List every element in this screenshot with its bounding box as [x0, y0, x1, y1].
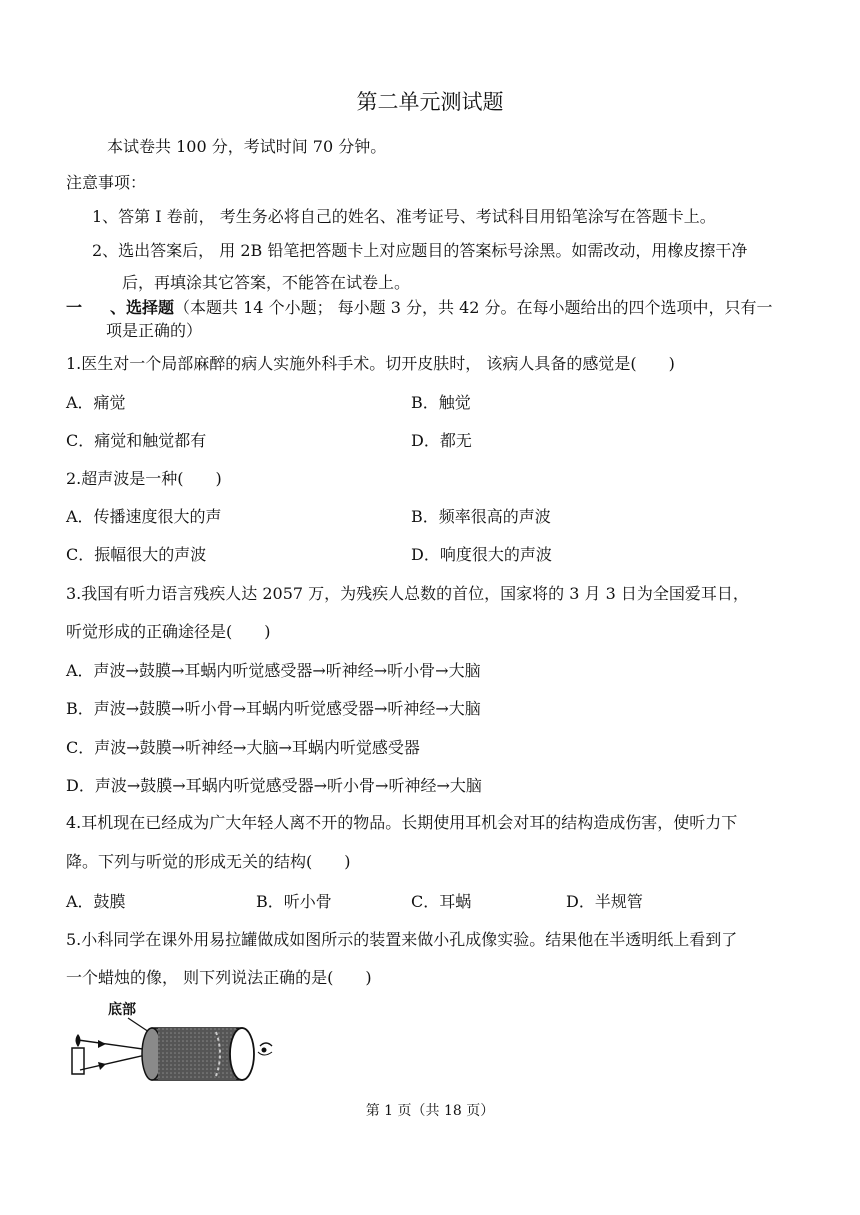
question-5-stem-line-1: 5.小科同学在课外用易拉罐做成如图所示的装置来做小孔成像实验。结果他在半透明纸上看到了: [66, 930, 738, 949]
page-title: 第二单元测试题: [356, 90, 504, 114]
section-description: （本题共 14 个小题； 每小题 3 分，共 42 分。在每小题给出的四个选项中，只有一: [174, 298, 773, 317]
question-1-option-c: C．痛觉和触觉都有: [66, 431, 207, 450]
pinhole-camera-figure: [66, 996, 276, 1088]
can-body: [142, 1028, 254, 1080]
question-4-option-d: D．半规管: [566, 892, 643, 911]
question-4-option-a: A．鼓膜: [66, 892, 126, 911]
page-footer: 第 1 页（共 18 页）: [365, 1103, 495, 1119]
question-4-stem-line-2: 降。下列与听觉的形成无关的结构( ): [66, 852, 351, 871]
ray-arrow-bottom: [98, 1062, 106, 1070]
question-4-option-b: B．听小骨: [256, 892, 332, 911]
question-3-option-a: A．声波→鼓膜→耳蜗内听觉感受器→听神经→听小骨→大脑: [66, 661, 481, 680]
figure-label-bottom: 底部: [108, 1002, 136, 1018]
note-item-2-line-1: 2、选出答案后， 用 2B 铅笔把答题卡上对应题目的答案标号涂黑。如需改动，用橡皮擦干净: [92, 241, 748, 260]
question-2-option-d: D．响度很大的声波: [411, 545, 552, 564]
question-5-stem-line-2: 一个蜡烛的像， 则下列说法正确的是( ): [66, 968, 372, 987]
question-4-option-c: C．耳蜗: [411, 892, 472, 911]
exam-intro: 本试卷共 100 分，考试时间 70 分钟。: [107, 137, 387, 156]
question-3-option-c: C．声波→鼓膜→听神经→大脑→耳蜗内听觉感受器: [66, 738, 420, 757]
question-3-option-d: D．声波→鼓膜→耳蜗内听觉感受器→听小骨→听神经→大脑: [66, 776, 482, 795]
question-2-option-b: B．频率很高的声波: [411, 507, 551, 526]
note-item-1: 1、答第 I 卷前， 考生务必将自己的姓名、准考证号、考试科目用铅笔涂写在答题卡上。: [92, 207, 716, 226]
section-number: 一: [66, 298, 83, 317]
question-1-option-d: D．都无: [411, 431, 472, 450]
question-2-option-a: A．传播速度很大的声: [66, 507, 222, 526]
section-description-line-2: 项是正确的）: [106, 321, 203, 340]
question-2-stem: 2.超声波是一种( ): [66, 469, 222, 488]
eye-icon: [258, 1043, 272, 1055]
question-1-option-b: B．触觉: [411, 393, 471, 412]
note-item-2-line-2: 后，再填涂其它答案，不能答在试卷上。: [122, 273, 411, 292]
question-1-option-a: A．痛觉: [66, 393, 126, 412]
question-1-stem: 1.医生对一个局部麻醉的病人实施外科手术。切开皮肤时， 该病人具备的感觉是( ): [66, 354, 675, 373]
section-name: 、选择题: [110, 298, 175, 317]
ray-arrow-top: [98, 1040, 106, 1048]
section-heading: [66, 295, 773, 318]
question-4-stem-line-1: 4.耳机现在已经成为广大年轻人离不开的物品。长期使用耳机会对耳的结构造成伤害，使听力下: [66, 813, 738, 832]
question-3-stem-line-2: 听觉形成的正确途径是( ): [66, 622, 271, 641]
question-3-option-b: B．声波→鼓膜→听小骨→耳蜗内听觉感受器→听神经→大脑: [66, 699, 481, 718]
question-2-option-c: C．振幅很大的声波: [66, 545, 207, 564]
light-ray-top: [78, 1040, 150, 1050]
notes-heading: 注意事项：: [66, 173, 147, 192]
light-ray-bottom: [80, 1054, 150, 1070]
question-3-stem-line-1: 3.我国有听力语言残疾人达 2057 万，为残疾人总数的首位，国家将的 3 月 3 日为全国爱耳日，: [66, 584, 749, 603]
